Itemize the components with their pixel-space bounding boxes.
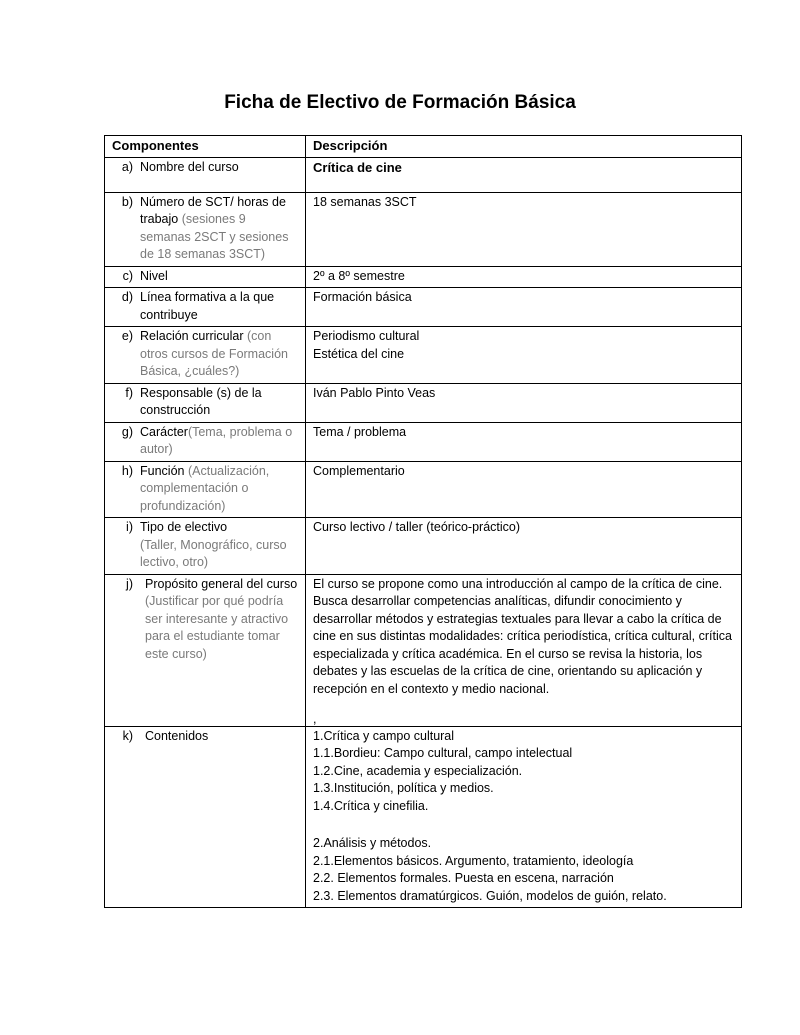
section-number: 2. <box>313 836 324 850</box>
row-label: Relación curricular <box>140 329 244 343</box>
function-value: Complementario <box>313 463 405 478</box>
document-title: Ficha de Electivo de Formación Básica <box>224 92 576 113</box>
row-label: Línea formativa a la que contribuye <box>140 290 275 322</box>
header-description: Descripción <box>306 136 742 158</box>
row-letter: g) <box>121 424 133 439</box>
list-item: 1.3.Institución, política y medios. <box>313 781 494 795</box>
responsible-value: Iván Pablo Pinto Veas <box>313 385 436 400</box>
row-label: Contenidos <box>145 729 209 743</box>
row-hint: (Taller, Monográfico, curso lectivo, otro) <box>140 537 287 569</box>
row-label: Nombre del curso <box>140 159 239 174</box>
level-value: 2º a 8º semestre <box>313 268 405 283</box>
elective-type-value: Curso lectivo / taller (teórico-práctico) <box>313 520 521 534</box>
list-item: 1.4.Crítica y cinefilia. <box>313 798 429 813</box>
row-purpose <box>105 574 742 727</box>
row-letter: b) <box>121 194 133 209</box>
row-hint: (sesiones 9 semanas 2SCT y sesiones de 18 semanas 3SCT) <box>140 212 289 261</box>
row-label: Número de SCT/ horas de trabajo <box>140 194 286 226</box>
section-number: 1. <box>313 729 324 743</box>
row-label: Propósito general del curso <box>145 576 298 591</box>
row-hint: (Actualización, complementación o profundización) <box>140 463 270 513</box>
row-course-name <box>105 157 742 192</box>
row-hint: (Tema, problema o autor) <box>140 424 293 456</box>
row-letter: i) <box>126 520 133 534</box>
row-label: Responsable (s) de la construcción <box>140 385 262 417</box>
list-item: 1.1.Bordieu: Campo cultural, campo intelectual <box>313 746 573 760</box>
row-letter: k) <box>122 729 133 743</box>
curricular-relation-value-1: Periodismo cultural <box>313 329 420 343</box>
row-elective-type <box>105 518 742 575</box>
row-label: Nivel <box>140 268 168 283</box>
row-letter: e) <box>121 329 133 343</box>
row-letter: a) <box>121 159 133 174</box>
row-responsible <box>105 383 742 422</box>
row-function <box>105 461 742 518</box>
list-item: 2.3. Elementos dramatúrgicos. Guión, modelos de guión, relato. <box>313 888 667 903</box>
contents-cell <box>306 727 742 908</box>
formative-line-value: Formación básica <box>313 290 412 304</box>
row-formative-line <box>105 288 742 327</box>
row-letter: h) <box>121 463 133 478</box>
row-contents <box>105 727 742 908</box>
section-title: Análisis y métodos. <box>323 836 432 850</box>
row-letter: d) <box>121 290 133 304</box>
purpose-trailing-mark: , <box>313 712 317 726</box>
list-item: 2.1.Elementos básicos. Argumento, tratamiento, ideología <box>313 853 634 868</box>
section-title: Crítica y campo cultural <box>323 729 455 743</box>
curricular-relation-value-2: Estética del cine <box>313 346 405 361</box>
character-value: Tema / problema <box>313 424 407 439</box>
row-letter: f) <box>125 385 133 400</box>
row-level <box>105 266 742 288</box>
row-hint: (Justificar por qué podría ser interesante y atractivo para el estudiante tomar este curso) <box>145 594 289 661</box>
row-sct-hours <box>105 192 742 266</box>
sct-value: 18 semanas 3SCT <box>313 194 417 209</box>
course-form-table <box>104 135 742 908</box>
list-item: 1.2.Cine, academia y especialización. <box>313 763 523 778</box>
row-letter: j) <box>126 576 133 591</box>
row-label: Función <box>140 463 185 478</box>
purpose-value: El curso se propone como una introducción al campo de la crítica de cine. Busca desarrollar competencias analíticas, difundir conocimiento y desarrollar métodos y estrategias textuales para llevar a cabo la crítica de cine en sus distintas modalidades: crítica periodística, crítica cultural, crítica especializada y crítica académica. En el curso se revisa la historia, los debates y las escuelas de la crítica de cine, orientando su aplicación y recepción en el contexto y medio nacional. <box>313 576 732 696</box>
header-components: Componentes <box>105 136 306 158</box>
row-label: Carácter <box>140 424 188 439</box>
list-item: 2.2. Elementos formales. Puesta en escena, narración <box>313 871 614 885</box>
course-name-value: Crítica de cine <box>313 159 402 175</box>
row-letter: c) <box>122 268 133 283</box>
row-character <box>105 422 742 461</box>
row-curricular-relation <box>105 327 742 384</box>
row-label: Tipo de electivo <box>140 520 228 534</box>
header-row <box>105 136 742 158</box>
row-hint: (con otros cursos de Formación Básica, ¿cuáles?) <box>140 329 288 378</box>
